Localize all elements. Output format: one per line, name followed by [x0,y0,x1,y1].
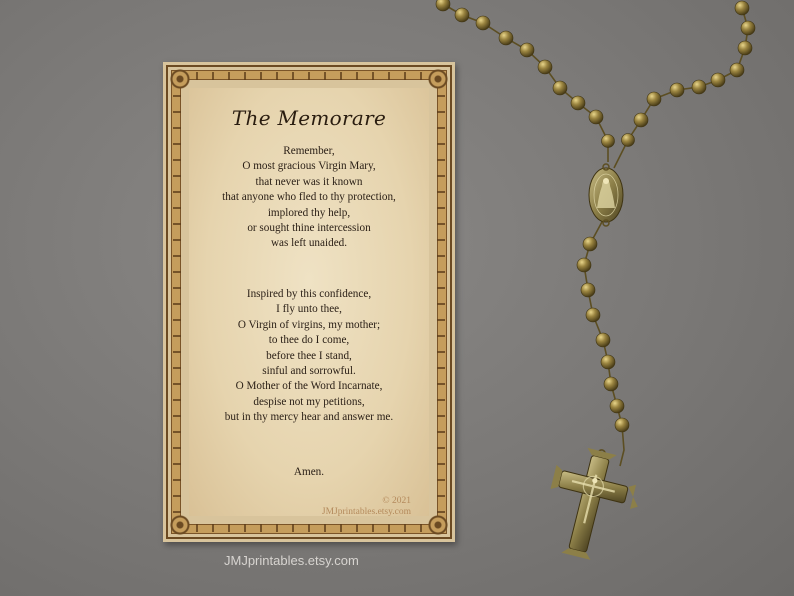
verse-line: Inspired by this confidence, [246,288,372,300]
bead [586,308,600,322]
copyright-year: © 2021 [382,496,411,506]
verse-line: that never was it known [255,175,363,188]
bead [476,16,490,30]
verse-line: O most gracious Virgin Mary, [242,160,376,173]
rosary-chain [443,4,748,466]
bead [589,110,603,124]
watermark-text: JMJprintables.etsy.com [224,553,359,568]
verse-line: O Mother of the Word Incarnate, [235,380,383,393]
copyright-site: JMJprintables.etsy.com [321,507,411,517]
bead [553,81,567,95]
bead [601,355,615,369]
bead [520,43,534,57]
prayer-closing: Amen. [293,466,325,478]
bead [735,1,749,15]
chain-left-strand [443,4,608,162]
miraculous-medal-icon [589,164,623,226]
prayer-title: The Memorare [231,106,387,130]
verse-line: but in thy mercy hear and answer me. [224,411,394,424]
bead [711,73,725,87]
bead [538,60,552,74]
verse-line: that anyone who fled to thy protection, [222,191,396,204]
bead [602,135,615,148]
verse-line: Remember, [283,145,335,157]
bead [738,41,752,55]
verse-line: implored thy help, [267,206,351,219]
bead [622,134,635,147]
bead [647,92,661,106]
bead [581,283,595,297]
bead [670,83,684,97]
bead [571,96,585,110]
bead [596,333,610,347]
verse-line: was left unaided. [270,237,348,250]
verse-line: O Virgin of virgins, my mother; [237,318,381,331]
bead [577,258,591,272]
bead [610,399,624,413]
bead [455,8,469,22]
verse-line: before thee I stand, [266,349,352,362]
bead [615,418,629,432]
verse-line: or sought thine intercession [247,222,371,235]
verse-line: sinful and sorrowful. [262,365,356,378]
bead [634,113,648,127]
crucifix-icon [536,440,649,568]
verse-line: despise not my petitions, [253,395,365,408]
bead [741,21,755,35]
bead [730,63,744,77]
bead [583,237,597,251]
bead [436,0,450,11]
bead [692,80,706,94]
bead [604,377,618,391]
verse-line: to thee do I come, [268,334,350,347]
verse-line: I fly unto thee, [276,303,342,316]
bead [499,31,513,45]
